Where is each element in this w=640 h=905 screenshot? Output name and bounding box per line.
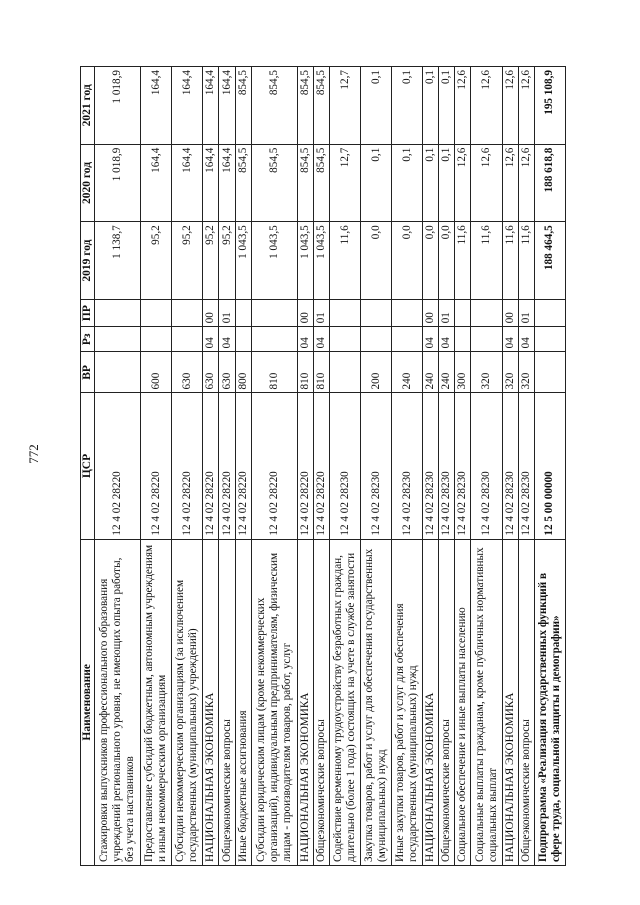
cell-csr: 12 4 02 28220 (203, 393, 219, 539)
cell-2020: 164,4 (172, 144, 203, 222)
cell-name: Общеэкономические вопросы (313, 539, 329, 865)
table-row (172, 67, 203, 866)
cell-rz (329, 327, 360, 352)
cell-rz (455, 327, 471, 352)
table-row (423, 67, 439, 866)
cell-rz (141, 327, 172, 352)
cell-name: Общеэкономические вопросы (219, 539, 235, 865)
table-header-row (81, 67, 95, 866)
header-2019: 2019 год (81, 222, 95, 300)
cell-pr (455, 299, 471, 326)
cell-name: НАЦИОНАЛЬНАЯ ЭКОНОМИКА (297, 539, 313, 865)
cell-2020: 164,4 (219, 144, 235, 222)
cell-2019: 1 043,5 (251, 222, 297, 300)
cell-2021: 854,5 (313, 67, 329, 145)
cell-vr: 320 (518, 352, 534, 393)
table-row (297, 67, 313, 866)
cell-rz (471, 327, 502, 352)
cell-csr: 12 4 02 28220 (313, 393, 329, 539)
cell-2021: 164,4 (172, 67, 203, 145)
table-row (235, 67, 251, 866)
cell-rz (361, 327, 392, 352)
cell-2019: 11,6 (329, 222, 360, 300)
header-vr: ВР (81, 352, 95, 393)
cell-2021: 0,1 (392, 67, 423, 145)
cell-name: Закупка товаров, работ и услуг для обеспечения государственных (муниципальных) нужд (361, 539, 392, 865)
cell-2019: 0,0 (361, 222, 392, 300)
cell-name: Иные закупки товаров, работ и услуг для обеспечения государственных (муниципальных) нужд (392, 539, 423, 865)
cell-name: Стажировки выпускников профессионального образования учреждений регионального уровня, не имеющих опыта работы, без учета наставников (95, 539, 141, 865)
cell-pr (392, 299, 423, 326)
cell-vr: 300 (455, 352, 471, 393)
cell-2020: 0,1 (423, 144, 439, 222)
cell-rz (95, 327, 141, 352)
cell-pr (141, 299, 172, 326)
cell-name: Субсидии юридическим лицам (кроме некоммерческих организаций), индивидуальным предпринимателям, физическим лицам - производителям товаров, работ, услуг (251, 539, 297, 865)
cell-csr: 12 4 02 28230 (471, 393, 502, 539)
page-number: 772 (26, 444, 41, 464)
cell-pr (172, 299, 203, 326)
cell-2020: 12,7 (329, 144, 360, 222)
cell-rz: 04 (439, 327, 455, 352)
budget-table (80, 66, 566, 866)
cell-vr: 810 (297, 352, 313, 393)
cell-2019: 0,0 (423, 222, 439, 300)
cell-2020: 188 618,8 (534, 144, 565, 222)
cell-name: НАЦИОНАЛЬНАЯ ЭКОНОМИКА (423, 539, 439, 865)
cell-pr: 01 (518, 299, 534, 326)
cell-2019: 95,2 (141, 222, 172, 300)
cell-csr: 12 4 02 28220 (95, 393, 141, 539)
table-row (141, 67, 172, 866)
cell-pr (251, 299, 297, 326)
cell-csr: 12 4 02 28230 (392, 393, 423, 539)
table-row (251, 67, 297, 866)
cell-name: Содействие временному трудоустройству безработных граждан, длительно (более 1 года) состоящих на учете в службе занятости (329, 539, 360, 865)
cell-vr: 240 (423, 352, 439, 393)
cell-2019: 95,2 (172, 222, 203, 300)
table-row (219, 67, 235, 866)
cell-name: Общеэкономические вопросы (518, 539, 534, 865)
cell-name: Социальные выплаты гражданам, кроме публичных нормативных социальных выплат (471, 539, 502, 865)
cell-name: НАЦИОНАЛЬНАЯ ЭКОНОМИКА (502, 539, 518, 865)
cell-csr: 12 4 02 28230 (361, 393, 392, 539)
cell-csr: 12 4 02 28220 (251, 393, 297, 539)
cell-vr: 600 (141, 352, 172, 393)
cell-rz: 04 (297, 327, 313, 352)
cell-rz: 04 (518, 327, 534, 352)
cell-pr: 00 (203, 299, 219, 326)
cell-2020: 854,5 (235, 144, 251, 222)
cell-2019: 1 043,5 (297, 222, 313, 300)
cell-csr: 12 4 02 28220 (219, 393, 235, 539)
cell-2021: 854,5 (297, 67, 313, 145)
cell-name: Иные бюджетные ассигнования (235, 539, 251, 865)
rotated-page-content (80, 66, 566, 866)
header-2021: 2021 год (81, 67, 95, 145)
cell-2019: 11,6 (502, 222, 518, 300)
cell-rz (392, 327, 423, 352)
cell-csr: 12 4 02 28230 (329, 393, 360, 539)
cell-vr: 810 (313, 352, 329, 393)
cell-2021: 12,6 (471, 67, 502, 145)
cell-2020: 1 018,9 (95, 144, 141, 222)
cell-2020: 12,6 (518, 144, 534, 222)
cell-rz (235, 327, 251, 352)
cell-rz: 04 (502, 327, 518, 352)
table-row (534, 67, 565, 866)
cell-pr: 01 (439, 299, 455, 326)
cell-csr: 12 4 02 28230 (518, 393, 534, 539)
cell-vr: 630 (172, 352, 203, 393)
table-row (502, 67, 518, 866)
cell-vr: 810 (251, 352, 297, 393)
cell-2020: 12,6 (502, 144, 518, 222)
cell-vr: 630 (203, 352, 219, 393)
cell-csr: 12 5 00 00000 (534, 393, 565, 539)
cell-name: Подпрограмма «Реализация государственных функций в сфере труда, социальной защиты и демографии» (534, 539, 565, 865)
cell-csr: 12 4 02 28220 (172, 393, 203, 539)
cell-2021: 854,5 (235, 67, 251, 145)
cell-name: НАЦИОНАЛЬНАЯ ЭКОНОМИКА (203, 539, 219, 865)
table-body (95, 67, 566, 866)
cell-2019: 0,0 (439, 222, 455, 300)
table-row (313, 67, 329, 866)
table-row (439, 67, 455, 866)
table-row (329, 67, 360, 866)
cell-2019: 1 138,7 (95, 222, 141, 300)
cell-2021: 12,6 (518, 67, 534, 145)
table-row (518, 67, 534, 866)
cell-2021: 164,4 (141, 67, 172, 145)
cell-2019: 11,6 (518, 222, 534, 300)
cell-2019: 1 043,5 (235, 222, 251, 300)
cell-2020: 164,4 (141, 144, 172, 222)
cell-pr: 00 (423, 299, 439, 326)
cell-pr (471, 299, 502, 326)
cell-2020: 164,4 (203, 144, 219, 222)
cell-2020: 0,1 (361, 144, 392, 222)
cell-2021: 12,7 (329, 67, 360, 145)
cell-rz: 04 (423, 327, 439, 352)
cell-pr (329, 299, 360, 326)
cell-2021: 0,1 (361, 67, 392, 145)
cell-csr: 12 4 02 28230 (502, 393, 518, 539)
cell-rz (251, 327, 297, 352)
cell-2021: 1 018,9 (95, 67, 141, 145)
table-row (203, 67, 219, 866)
cell-rz: 04 (203, 327, 219, 352)
cell-pr: 01 (219, 299, 235, 326)
header-rz: Рз (81, 327, 95, 352)
cell-2020: 12,6 (471, 144, 502, 222)
cell-2021: 12,6 (502, 67, 518, 145)
cell-2019: 188 464,5 (534, 222, 565, 300)
cell-2019: 11,6 (455, 222, 471, 300)
header-csr: ЦСР (81, 393, 95, 539)
cell-2019: 95,2 (203, 222, 219, 300)
cell-csr: 12 4 02 28220 (297, 393, 313, 539)
cell-csr: 12 4 02 28230 (423, 393, 439, 539)
cell-csr: 12 4 02 28220 (141, 393, 172, 539)
cell-2020: 0,1 (392, 144, 423, 222)
cell-pr (534, 299, 565, 326)
cell-name: Социальное обеспечение и иные выплаты населению (455, 539, 471, 865)
cell-rz (172, 327, 203, 352)
cell-2020: 0,1 (439, 144, 455, 222)
cell-rz: 04 (219, 327, 235, 352)
cell-2020: 854,5 (313, 144, 329, 222)
cell-2021: 854,5 (251, 67, 297, 145)
cell-rz (534, 327, 565, 352)
table-row (95, 67, 141, 866)
table-row (392, 67, 423, 866)
cell-pr (95, 299, 141, 326)
cell-2019: 95,2 (219, 222, 235, 300)
cell-2021: 164,4 (219, 67, 235, 145)
cell-vr: 320 (502, 352, 518, 393)
cell-2019: 1 043,5 (313, 222, 329, 300)
cell-name: Общеэкономические вопросы (439, 539, 455, 865)
table-row (361, 67, 392, 866)
cell-pr: 00 (502, 299, 518, 326)
cell-csr: 12 4 02 28230 (455, 393, 471, 539)
cell-vr: 800 (235, 352, 251, 393)
header-pr: ПР (81, 299, 95, 326)
cell-vr: 240 (439, 352, 455, 393)
cell-vr: 240 (392, 352, 423, 393)
header-name: Наименование (81, 539, 95, 865)
cell-2021: 0,1 (439, 67, 455, 145)
cell-2020: 854,5 (251, 144, 297, 222)
cell-vr: 320 (471, 352, 502, 393)
cell-vr: 630 (219, 352, 235, 393)
table-row (455, 67, 471, 866)
cell-pr (235, 299, 251, 326)
cell-name: Субсидии некоммерческим организациям (за исключением государственных (муниципальных) учреждений) (172, 539, 203, 865)
cell-2021: 12,6 (455, 67, 471, 145)
cell-vr: 200 (361, 352, 392, 393)
cell-name: Предоставление субсидий бюджетным, автономным учреждениям и иным некоммерческим организациям (141, 539, 172, 865)
cell-pr: 01 (313, 299, 329, 326)
cell-csr: 12 4 02 28220 (235, 393, 251, 539)
cell-2021: 0,1 (423, 67, 439, 145)
cell-csr: 12 4 02 28230 (439, 393, 455, 539)
cell-2020: 12,6 (455, 144, 471, 222)
cell-vr (329, 352, 360, 393)
cell-2021: 164,4 (203, 67, 219, 145)
cell-2019: 0,0 (392, 222, 423, 300)
cell-pr: 00 (297, 299, 313, 326)
cell-pr (361, 299, 392, 326)
table-row (471, 67, 502, 866)
cell-vr (95, 352, 141, 393)
cell-2020: 854,5 (297, 144, 313, 222)
cell-rz: 04 (313, 327, 329, 352)
header-2020: 2020 год (81, 144, 95, 222)
cell-vr (534, 352, 565, 393)
cell-2019: 11,6 (471, 222, 502, 300)
cell-2021: 195 108,9 (534, 67, 565, 145)
